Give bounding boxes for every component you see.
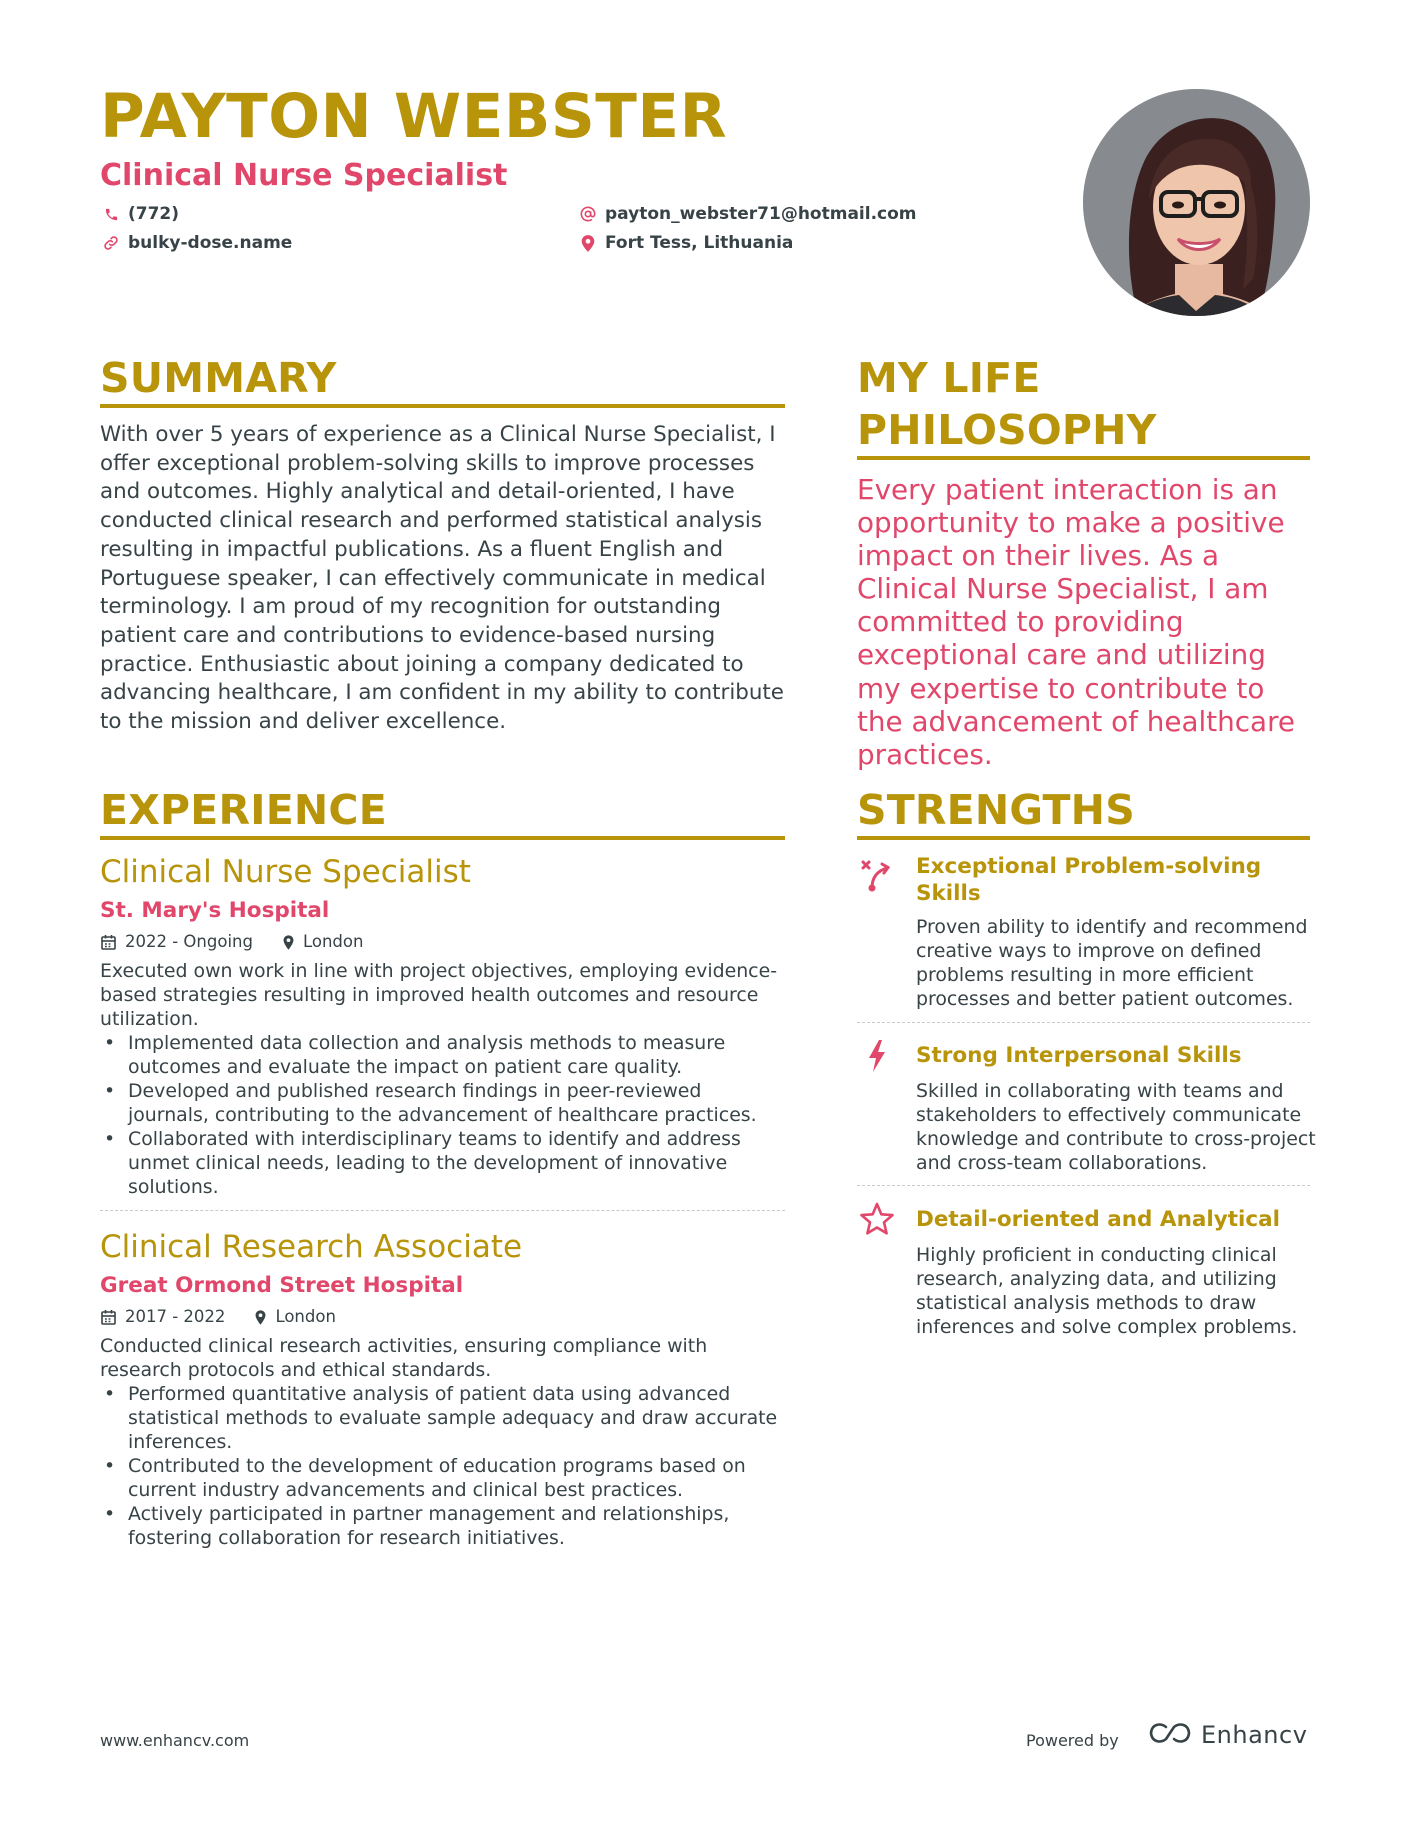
avatar (1083, 89, 1310, 316)
website-text: bulky-dose.name (128, 232, 293, 253)
job-meta (101, 934, 363, 951)
email-text: payton_webster71@hotmail.com (605, 203, 917, 224)
experience-heading: EXPERIENCE (100, 786, 387, 834)
brand-name: Enhancv (1201, 1721, 1308, 1749)
experience-rule (100, 836, 785, 840)
list-item: • Implemented data collection and analysis methods to measure outcomes and evaluate the impact on patient care quality. (100, 1031, 785, 1079)
job-location: London (302, 932, 364, 951)
job-description: Conducted clinical research activities, ensuring compliance with research protocols and ethical standards. (100, 1335, 708, 1381)
strength-description: Proven ability to identify and recommend creative ways to improve on defined problems resulting in more efficient processes and better patient outcomes. (916, 916, 1308, 1010)
powered-by-label: Powered by (1026, 1731, 1119, 1750)
job-description: Executed own work in line with project objectives, employing evidence-based strategies resulting in improved health outcomes and resource utilization. (100, 960, 778, 1030)
strength-title: Strong Interpersonal Skills (916, 1043, 1242, 1068)
footer-url[interactable]: www.enhancv.com (100, 1731, 250, 1750)
list-item: • Performed quantitative analysis of patient data using advanced statistical methods to evaluate sample adequacy and draw accurate inferences. (100, 1382, 785, 1454)
location-text: Fort Tess, Lithuania (605, 232, 794, 253)
lightning-icon (858, 1037, 896, 1075)
candidate-role: Clinical Nurse Specialist (100, 158, 508, 193)
location-pin-icon (283, 935, 294, 950)
strength-divider (857, 1022, 1310, 1023)
contact-email[interactable] (579, 205, 917, 223)
philosophy-rule (857, 456, 1310, 460)
job-title: Clinical Nurse Specialist (100, 854, 471, 890)
strength-description: Highly proficient in conducting clinical research, analyzing data, and utilizing statistical analysis methods to draw inferences and solve complex problems. (916, 1244, 1298, 1338)
strength-divider (857, 1185, 1310, 1186)
list-item: • Contributed to the development of education programs based on current industry advancements and clinical best practices. (100, 1454, 785, 1502)
summary-text: With over 5 years of experience as a Clinical Nurse Specialist, I offer exceptional problem-solving skills to improve processes and outcomes. Highly analytical and detail-oriented, I have conducted clinical research and performed statistical analysis resulting in impactful publications. As a fluent English and Portuguese speaker, I can effectively communicate in medical terminology. I am proud of my recognition for outstanding patient care and contributions to evidence-based nursing practice. Enthusiastic about joining a company dedicated to advancing healthcare, I am confident in my ability to contribute to the mission and deliver excellence. (100, 422, 784, 735)
brand-logo[interactable] (1147, 1720, 1307, 1750)
job-company: Great Ormond Street Hospital (100, 1273, 464, 1298)
strengths-heading: STRENGTHS (857, 786, 1135, 834)
location-pin-icon (579, 234, 597, 252)
link-icon (102, 234, 120, 252)
job-location: London (275, 1307, 336, 1326)
at-icon (579, 205, 597, 223)
contact-location (579, 234, 793, 252)
phone-icon (102, 205, 120, 223)
strengths-rule (857, 836, 1310, 840)
job-divider (100, 1210, 785, 1211)
job-bullets (100, 1382, 785, 1550)
contact-phone[interactable] (102, 205, 179, 223)
list-item: • Developed and published research findings in peer-reviewed journals, contributing to the advancement of healthcare practices. (100, 1079, 785, 1127)
calendar-icon (101, 1309, 116, 1325)
star-icon (858, 1200, 896, 1238)
job-dates: 2017 - 2022 (125, 1307, 226, 1326)
contact-website[interactable] (102, 234, 292, 252)
strength-title: Exceptional Problem-solving Skills (916, 854, 1262, 906)
infinity-logo-icon (1147, 1720, 1193, 1750)
job-meta (101, 1309, 336, 1326)
job-dates: 2022 - Ongoing (125, 932, 253, 951)
job-bullets (100, 1031, 785, 1199)
strength-title: Detail-oriented and Analytical (916, 1207, 1281, 1232)
summary-heading: SUMMARY (100, 354, 337, 402)
list-item: • Collaborated with interdisciplinary teams to identify and address unmet clinical needs, leading to the development of innovative solutions. (100, 1127, 785, 1199)
summary-rule (100, 404, 785, 408)
job-title: Clinical Research Associate (100, 1229, 523, 1265)
philosophy-heading: MY LIFE PHILOSOPHY (857, 354, 1157, 455)
list-item: • Actively participated in partner management and relationships, fostering collaboration for research initiatives. (100, 1502, 785, 1550)
philosophy-text: Every patient interaction is an opportunity to make a positive impact on their lives. As a Clinical Nurse Specialist, I am committed to providing exceptional care and utilizing my expertise to contribute to the advancement of healthcare practices. (857, 473, 1296, 771)
candidate-name: PAYTON WEBSTER (100, 81, 728, 152)
phone-text: (772) (128, 203, 180, 224)
calendar-icon (101, 934, 116, 950)
job-company: St. Mary's Hospital (100, 898, 330, 923)
puzzle-arrow-icon (858, 856, 896, 894)
location-pin-icon (255, 1310, 266, 1325)
strength-description: Skilled in collaborating with teams and stakeholders to effectively communicate knowledge and contribute to cross-project and cross-team collaborations. (916, 1080, 1316, 1174)
